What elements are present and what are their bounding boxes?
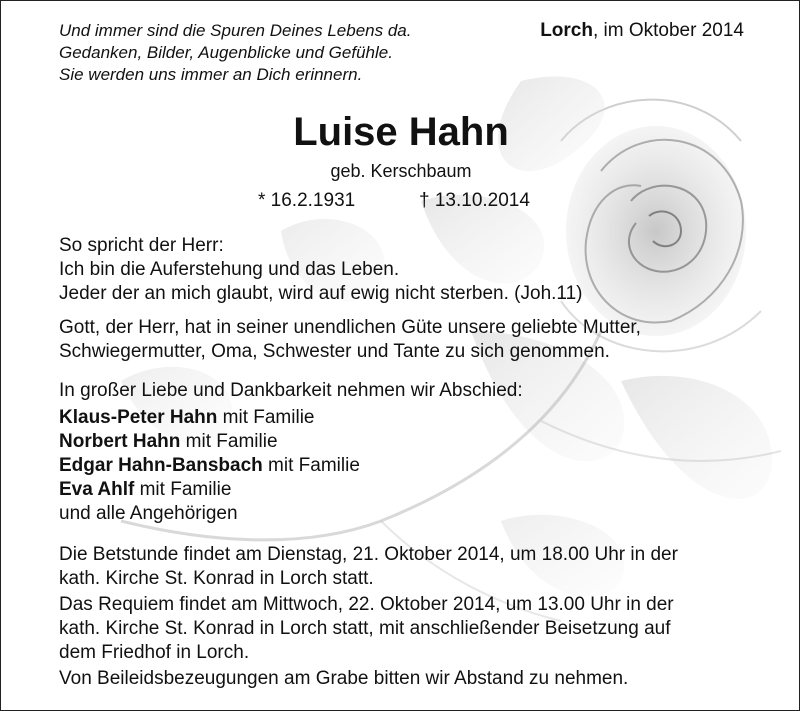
farewell-line: In großer Liebe und Dankbarkeit nehmen wir Abschied: [59, 380, 523, 401]
requiem-line: kath. Kirche St. Konrad in Lorch statt, mit anschließender Beisetzung auf [59, 618, 671, 639]
mourner-suffix: mit Familie [262, 455, 360, 476]
relatives-line: und alle Angehörigen [59, 503, 238, 524]
mourner-entry [59, 478, 360, 502]
bible-verse [59, 234, 582, 306]
mourner-name: Norbert Hahn [59, 431, 181, 452]
motto-line: Und immer sind die Spuren Deines Lebens da. [59, 21, 412, 40]
verse-line: Ich bin die Auferstehung und das Leben. [59, 259, 400, 280]
birth-date: * 16.2.1931 [258, 190, 356, 211]
mourner-suffix: mit Familie [217, 407, 315, 428]
deceased-name: Luise Hahn [293, 110, 509, 154]
prayer-line: kath. Kirche St. Konrad in Lorch statt. [59, 568, 374, 589]
mourner-entry [59, 430, 360, 454]
death-announcement [59, 316, 641, 364]
mourner-entry [59, 454, 360, 478]
place-name: Lorch [540, 20, 593, 41]
maiden-name: geb. Kerschbaum [330, 161, 472, 181]
mourner-name: Edgar Hahn-Bansbach [59, 455, 263, 476]
mourner-name: Eva Ahlf [59, 479, 135, 500]
condolence-note: Von Beileidsbezeugungen am Grabe bitten wir Abstand zu nehmen. [59, 668, 629, 689]
requiem-line: Das Requiem findet am Mittwoch, 22. Oktober 2014, um 13.00 Uhr in der [59, 594, 674, 615]
date-text: , im Oktober 2014 [592, 20, 744, 41]
requiem-info [59, 593, 674, 665]
requiem-line: dem Friedhof in Lorch. [59, 642, 250, 663]
death-date: † 13.10.2014 [419, 190, 530, 211]
motto-verse [59, 20, 411, 86]
motto-line: Gedanken, Bilder, Augenblicke und Gefühle. [59, 43, 393, 62]
mourner-entry [59, 406, 360, 430]
announcement-line: Schwiegermutter, Oma, Schwester und Tante zu sich genommen. [59, 341, 610, 362]
mourner-suffix: mit Familie [134, 479, 232, 500]
prayer-service-info [59, 543, 678, 591]
prayer-line: Die Betstunde findet am Dienstag, 21. Oktober 2014, um 18.00 Uhr in der [59, 544, 678, 565]
mourner-suffix: mit Familie [180, 431, 278, 452]
mourner-name: Klaus-Peter Hahn [59, 407, 218, 428]
mourners-list [59, 406, 360, 526]
verse-line: Jeder der an mich glaubt, wird auf ewig nicht sterben. (Joh.11) [59, 283, 583, 304]
verse-line: So spricht der Herr: [59, 235, 224, 256]
announcement-line: Gott, der Herr, hat in seiner unendlichen Güte unsere geliebte Mutter, [59, 317, 641, 338]
place-date [540, 19, 744, 43]
motto-line: Sie werden uns immer an Dich erinnern. [59, 65, 363, 84]
